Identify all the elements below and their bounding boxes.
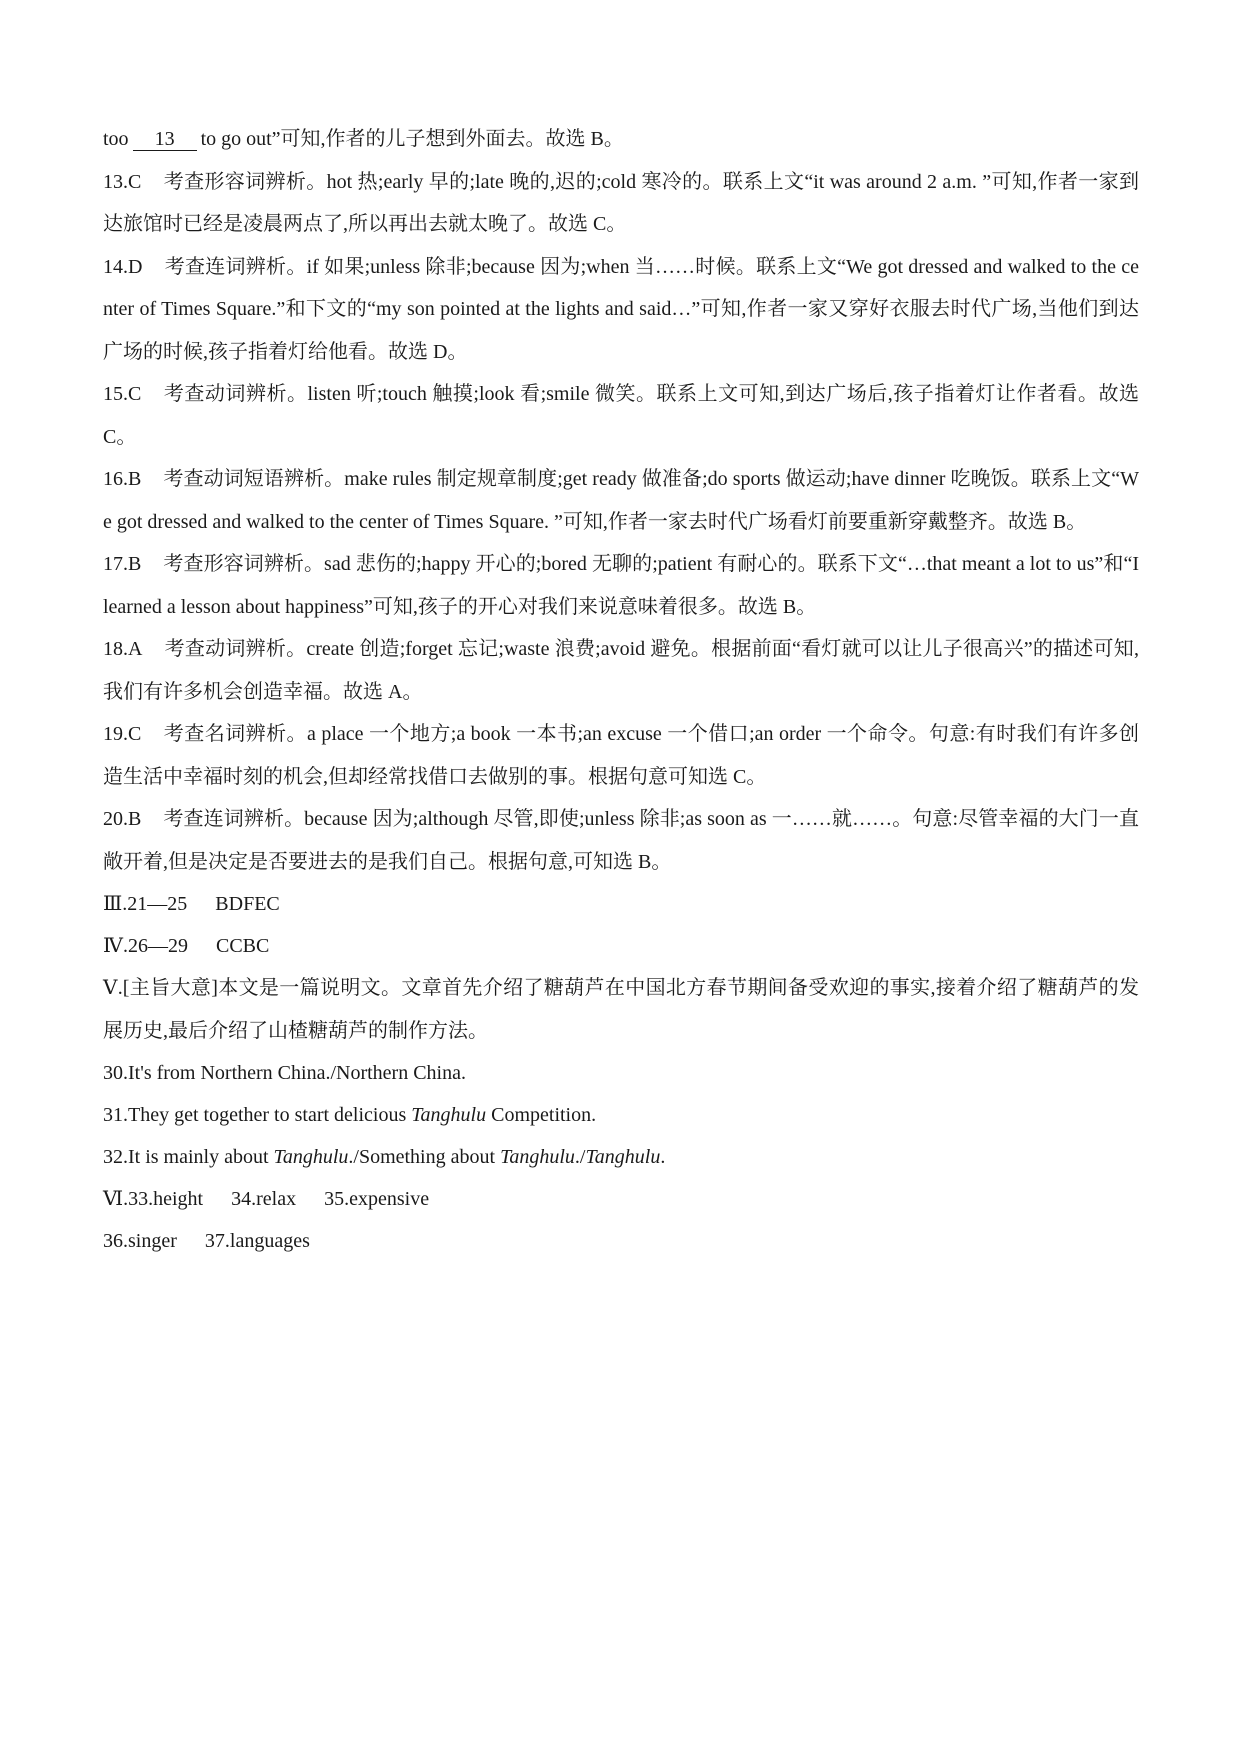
answer-number: 13.C [103, 170, 142, 193]
answer-number: 20.B [103, 808, 142, 830]
answer-32-part-3: ./ [574, 1146, 586, 1168]
answer-explanation: 考查动词短语辨析。make rules 制定规章制度;get ready 做准备;do sports 做运动;have dinner 吃晚饭。联系上文“We got dressed and walked to the center of Times Square. ”可知,作者一家去时代广场看灯前要重新穿戴整齐。故选 B。 [103, 468, 1139, 533]
answer-32-italic-3: Tanghulu [585, 1146, 661, 1168]
answer-number: 18.A [103, 638, 143, 660]
answer-key-page [103, 118, 1139, 1262]
answer-36: 36.singer [103, 1230, 177, 1252]
answer-20 [103, 798, 1139, 883]
answer-13 [103, 161, 1139, 246]
section-3-answers [103, 883, 1139, 925]
answer-32-italic-2: Tanghulu [500, 1146, 575, 1168]
section-3-label: Ⅲ.21—25 [103, 893, 188, 915]
answer-number: 15.C [103, 383, 142, 405]
section-5-text: Ⅴ.[主旨大意]本文是一篇说明文。文章首先介绍了糖葫芦在中国北方春节期间备受欢迎的事实,接着介绍了糖葫芦的发展历史,最后介绍了山楂糖葫芦的制作方法。 [103, 977, 1139, 1042]
answer-32-italic-1: Tanghulu [273, 1146, 349, 1168]
answer-explanation: 考查连词辨析。because 因为;although 尽管,即使;unless 除非;as soon as 一……就……。句意:尽管幸福的大门一直敞开着,但是决定是否要进去的是我们自己。根据句意,可知选 B。 [103, 808, 1139, 873]
answer-32 [103, 1136, 1139, 1178]
answer-number: 14.D [103, 255, 143, 278]
answer-number: 19.C [103, 723, 142, 745]
answer-14 [103, 246, 1139, 374]
answer-31-after: Competition. [486, 1104, 597, 1126]
answer-19 [103, 713, 1139, 798]
intro-after: to go out”可知,作者的儿子想到外面去。故选 B。 [200, 128, 624, 150]
answer-15 [103, 373, 1139, 458]
fill-blank-13: 13 [133, 128, 197, 151]
answer-explanation: 考查动词辨析。listen 听;touch 触摸;look 看;smile 微笑。联系上文可知,到达广场后,孩子指着灯让作者看。故选 C。 [103, 383, 1139, 448]
answer-37: 37.languages [204, 1230, 310, 1252]
answer-31-before: 31.They get together to start delicious [103, 1104, 412, 1126]
answer-30 [103, 1052, 1139, 1094]
answer-16 [103, 458, 1139, 543]
answer-30-text: 30.It's from Northern China./Northern China. [103, 1062, 466, 1084]
answer-explanation: 考查形容词辨析。sad 悲伤的;happy 开心的;bored 无聊的;patient 有耐心的。联系下文“…that meant a lot to us”和“I learned a lesson about happiness”可知,孩子的开心对我们来说意味着很多。故选 B。 [103, 553, 1139, 618]
answer-32-part-1: 32.It is mainly about [103, 1146, 274, 1168]
answer-32-part-2: ./Something about [348, 1146, 501, 1168]
answer-33: Ⅵ.33.height [103, 1188, 204, 1210]
answer-number: 16.B [103, 468, 142, 490]
answer-explanation: 考查形容词辨析。hot 热;early 早的;late 晚的,迟的;cold 寒冷的。联系上文“it was around 2 a.m. ”可知,作者一家到达旅馆时已经是凌晨两点了,所以再出去就太晚了。故选 C。 [103, 170, 1139, 235]
section-5-summary [103, 967, 1139, 1052]
answer-18 [103, 628, 1139, 713]
intro-line [103, 118, 1139, 161]
section-6-line-1 [103, 1178, 1139, 1220]
section-4-value: CCBC [215, 935, 270, 957]
section-3-value: BDFEC [215, 893, 280, 915]
intro-before: too [103, 128, 129, 150]
answer-31 [103, 1094, 1139, 1136]
section-4-answers [103, 925, 1139, 967]
section-6-line-2 [103, 1220, 1139, 1262]
section-4-label: Ⅳ.26—29 [103, 935, 188, 957]
answer-number: 17.B [103, 553, 142, 575]
answer-32-part-4: . [660, 1146, 666, 1168]
answer-31-italic: Tanghulu [411, 1104, 487, 1126]
answer-35: 35.expensive [324, 1188, 430, 1210]
answer-17 [103, 543, 1139, 628]
answer-explanation: 考查连词辨析。if 如果;unless 除非;because 因为;when 当……时候。联系上文“We got dressed and walked to the center of Times Square.”和下文的“my son pointed at the lights and said…”可知,作者一家又穿好衣服去时代广场,当他们到达广场的时候,孩子指着灯给他看。故选 D。 [103, 255, 1139, 363]
answer-explanation: 考查动词辨析。create 创造;forget 忘记;waste 浪费;avoid 避免。根据前面“看灯就可以让儿子很高兴”的描述可知,我们有许多机会创造幸福。故选 A。 [103, 638, 1139, 703]
answer-34: 34.relax [231, 1188, 297, 1210]
answer-explanation: 考查名词辨析。a place 一个地方;a book 一本书;an excuse 一个借口;an order 一个命令。句意:有时我们有许多创造生活中幸福时刻的机会,但却经常找借口去做别的事。根据句意可知选 C。 [103, 723, 1139, 788]
